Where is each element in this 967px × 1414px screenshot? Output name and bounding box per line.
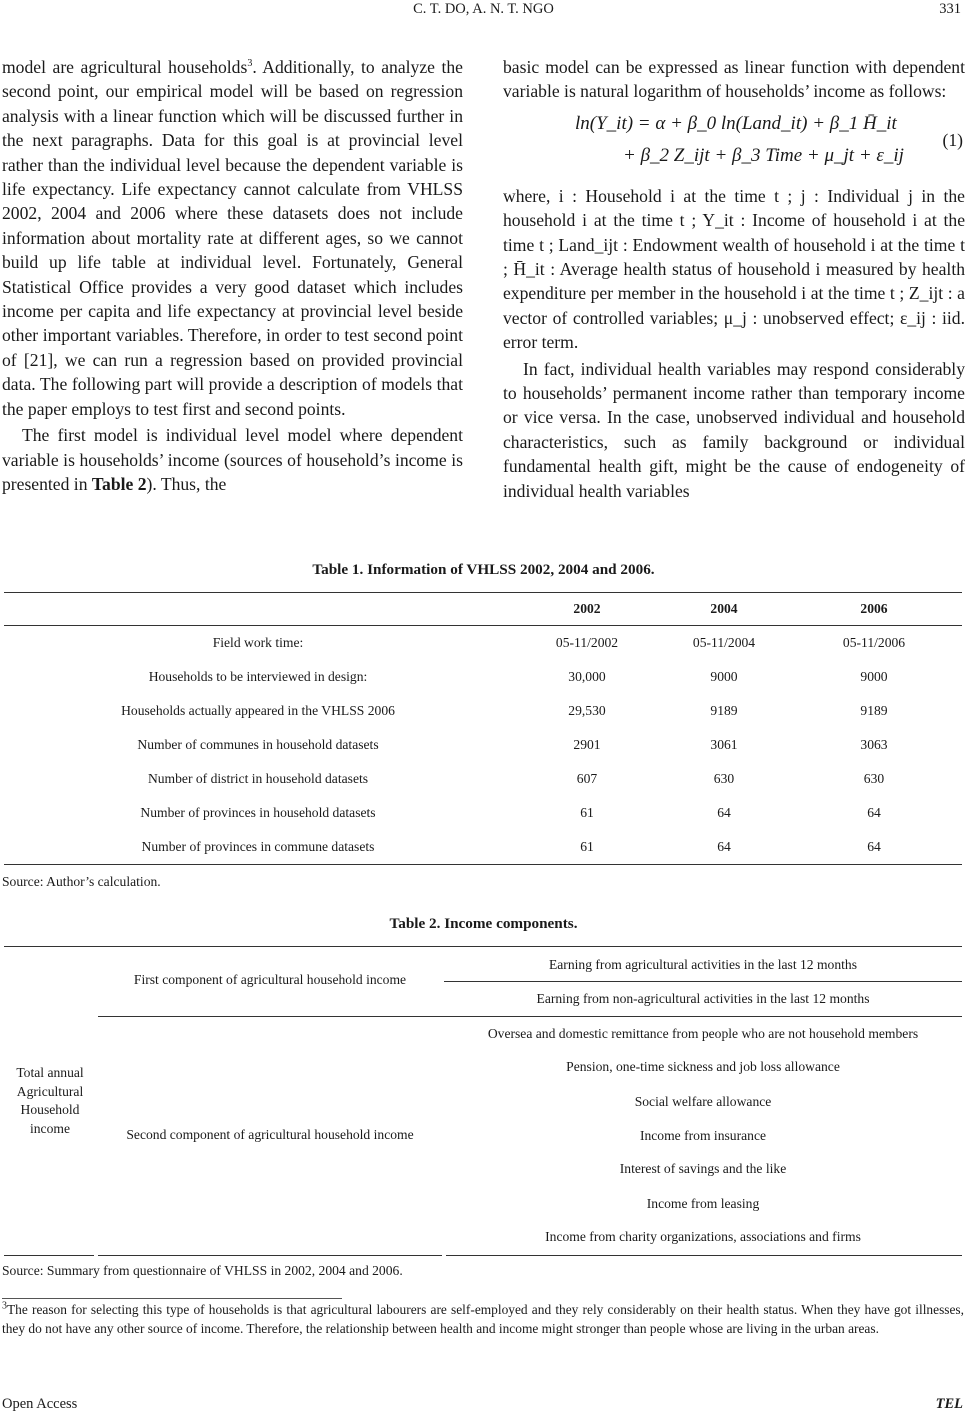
table2-inner-rule: [444, 981, 962, 982]
table-cell: 61: [580, 839, 594, 854]
table-cell: 3061: [710, 737, 738, 752]
total-income-label: Total annual Agricultural Household income: [16, 1065, 84, 1136]
table-cell: 29,530: [568, 703, 606, 718]
left-paragraph-2: [2, 423, 463, 496]
table-cell: 61: [580, 805, 594, 820]
table1-header-cell: 2004: [710, 601, 738, 616]
second-component-item: Social welfare allowance: [634, 1094, 772, 1109]
table-cell: 9189: [860, 703, 888, 718]
table-cell: 05-11/2004: [692, 635, 756, 650]
equation-number: (1): [942, 129, 963, 150]
table-reference: Table 2: [91, 473, 147, 494]
footnote-text: The reason for selecting this type of households is that agricultural labourers are self-employed and they rely considerably on their health status. When they have got illnesses, they do not have any other source of income. Therefore, the relationship between health and income might stronger than people whose are living in the urban areas.: [2, 1302, 964, 1336]
table-cell: Number of provinces in household datasets: [140, 805, 376, 820]
first-component-item: Earning from agricultural activities in the last 12 months: [548, 957, 858, 972]
text-span: ). Thus, the: [146, 473, 227, 494]
table-cell: 9000: [710, 669, 738, 684]
table2: [4, 946, 962, 1256]
equation-line-1: ln(Y_it) = α + β_0 ln(Land_it) + β_1 H̄_it: [575, 112, 897, 134]
text-span: The first model is individual level model where dependent variable is households’ income (sources of household’s income is presented in: [2, 425, 463, 494]
second-component-item: Income from charity organizations, associations and firms: [545, 1229, 861, 1244]
table2-top-rule: [4, 946, 962, 947]
table1-caption: Table 1. Information of VHLSS 2002, 2004 and 2006.: [312, 561, 655, 578]
second-component-item: Oversea and domestic remittance from people who are not household members: [487, 1026, 919, 1041]
table2-caption: Table 2. Income components.: [389, 915, 578, 932]
table-row: [4, 626, 962, 661]
footnote-rule: [2, 1298, 342, 1299]
first-component-item: Earning from non-agricultural activities in the last 12 months: [536, 991, 870, 1006]
table-cell: 630: [863, 771, 885, 786]
table-row: [4, 728, 962, 762]
table-cell: 64: [717, 805, 731, 820]
table1-header-row: [4, 593, 962, 626]
table-row: [4, 660, 962, 694]
second-component-label: Second component of agricultural household income: [126, 1127, 414, 1142]
table-cell: 64: [717, 839, 731, 854]
table-cell: Number of provinces in commune datasets: [141, 839, 375, 854]
table-cell: Number of communes in household datasets: [137, 737, 379, 752]
second-component-item: Pension, one-time sickness and job loss allowance: [566, 1059, 840, 1074]
right-paragraph-1: basic model can be expressed as linear function with dependent variable is natural logarithm of households’ income as follows:: [503, 57, 965, 102]
footnote: [2, 1301, 964, 1339]
page-header: [0, 1, 967, 23]
table-row: [4, 796, 962, 830]
table2-bottom-rule: [4, 1255, 94, 1256]
table-cell: Households to be interviewed in design:: [148, 669, 368, 684]
table2-component-rule: [98, 1016, 962, 1017]
text-span: . Additionally, to analyze the second point, our empirical model will be based on regression analysis with a linear function which will be discussed further in the next paragraphs. Data for this goal is at provincial level rather than the individual level because the dependent variable is life expectancy. Life expectancy cannot calculate from VHLSS 2002, 2004 and 2006 where these datasets does not include information about mortality rate at different ages, so we cannot build up life table at individual level. Fortunately, General Statistical Office provides a very good dataset which includes income per capita and life expectancy at provincial level beside other important variables. Therefore, in order to test second point of [21], we can run a regression based on provided provincial data. The following part will provide a description of models that the paper employs to test first and second points.: [2, 57, 463, 419]
footer-open-access: Open Access: [2, 1396, 78, 1412]
left-paragraph-1: [2, 55, 463, 421]
table-cell: 9000: [860, 669, 888, 684]
left-column: [2, 55, 463, 496]
table1-source: Source: Author’s calculation.: [2, 874, 161, 889]
second-component-item: Income from leasing: [646, 1196, 760, 1211]
table1-header-cell: [4, 593, 512, 626]
table-cell: 05-11/2006: [842, 635, 906, 650]
first-component-label: First component of agricultural household income: [133, 972, 407, 987]
table-row: [4, 830, 962, 865]
table-cell: 30,000: [568, 669, 606, 684]
table-cell: 9189: [710, 703, 738, 718]
page-number: 331: [939, 1, 961, 17]
table-cell: Number of district in household datasets: [147, 771, 369, 786]
table-cell: 3063: [860, 737, 888, 752]
text-span: model are agricultural households: [2, 57, 248, 77]
table1: [4, 592, 962, 865]
equation-line-2: + β_2 Z_ijt + β_3 Time + μ_jt + ε_ij: [623, 144, 904, 166]
equation-1: [503, 106, 965, 176]
footnote-ref: 3: [247, 58, 253, 70]
right-column: [503, 55, 965, 503]
table-cell: 630: [713, 771, 735, 786]
right-paragraph-2: In fact, individual health variables may respond considerably to households’ permanent income rather than temporary income or vice versa. In the case, unobserved individual and household characteristics, such as family background or individual fundamental health gift, might be the cause of endogeneity of individual health variables: [503, 358, 965, 501]
table-cell: 64: [867, 839, 881, 854]
second-component-item: Income from insurance: [639, 1128, 767, 1143]
table-cell: 64: [867, 805, 881, 820]
table-cell: Households actually appeared in the VHLSS 2006: [121, 703, 395, 718]
variable-definitions: where, i : Household i at the time t ; j : Individual j in the household i at the time t ; Y_it : Income of household i at the time t ; Land_ijt : Endowment wealth of household i at the time t ; H̄_it : Average health status of household i measured by health expenditure per member in the household i at the time t ; Z_ijt : a vector of controlled variables; μ_j : unobserved effect; ε_ij : iid. error term.: [503, 185, 965, 353]
table1-header-cell: 2002: [573, 601, 601, 616]
table-cell: 05-11/2002: [555, 635, 619, 650]
footnote-marker: 3: [2, 1300, 7, 1312]
second-component-item: Interest of savings and the like: [619, 1161, 787, 1176]
table2-bottom-rule: [98, 1255, 442, 1256]
table-cell: 2901: [573, 737, 601, 752]
footer-journal-abbrev: TEL: [935, 1396, 963, 1412]
running-head-authors: C. T. DO, A. N. T. NGO: [413, 1, 554, 17]
table-cell: Field work time:: [212, 635, 304, 650]
table-cell: 607: [576, 771, 598, 786]
table1-header-cell: 2006: [860, 601, 888, 616]
table2-bottom-rule: [446, 1255, 962, 1256]
table2-source: Source: Summary from questionnaire of VHLSS in 2002, 2004 and 2006.: [2, 1263, 403, 1278]
table-row: [4, 694, 962, 728]
table-row: [4, 762, 962, 796]
